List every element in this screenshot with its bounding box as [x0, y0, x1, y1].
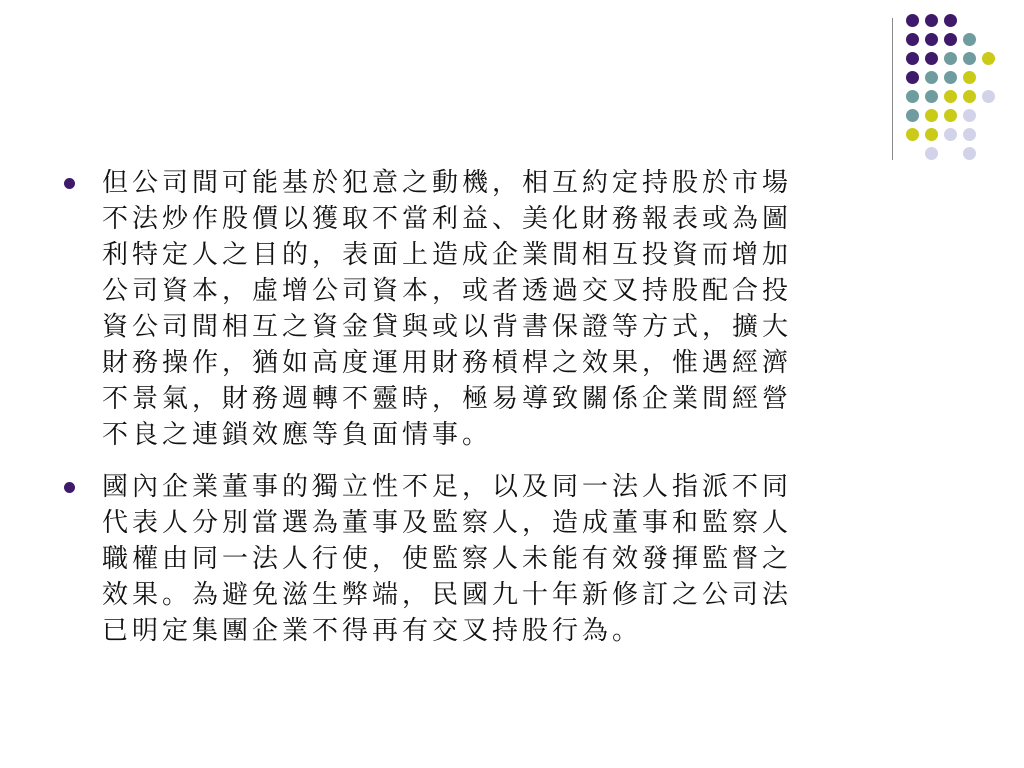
decorative-dot [925, 90, 938, 103]
decorative-dot [925, 109, 938, 122]
decorative-dot [906, 128, 919, 141]
decorative-dot [944, 109, 957, 122]
text-line: 但公司間可能基於犯意之動機，相互約定持股於市場 [102, 168, 793, 198]
text-line: 資公司間相互之資金貸與或以背書保證等方式，擴大 [102, 312, 793, 342]
text-line: 不良之連鎖效應等負面情事。 [102, 420, 493, 450]
decorative-dot [925, 52, 938, 65]
decorative-dot [925, 147, 938, 160]
decorative-dot [925, 71, 938, 84]
decorative-dot [982, 90, 995, 103]
decorative-dot [944, 71, 957, 84]
text-line: 不法炒作股價以獲取不當利益、美化財務報表或為圖 [102, 204, 793, 234]
decorative-dot [944, 128, 957, 141]
bullet-item [64, 165, 964, 453]
text-line: 利特定人之目的，表面上造成企業間相互投資而增加 [102, 240, 793, 270]
decorative-dot [944, 14, 957, 27]
decorative-dot [963, 52, 976, 65]
slide-body [64, 165, 964, 665]
decorative-dot [944, 52, 957, 65]
decorative-dot [925, 33, 938, 46]
bullet-item [64, 469, 964, 649]
text-line: 國內企業董事的獨立性不足，以及同一法人指派不同 [102, 472, 793, 502]
text-line: 不景氣，財務週轉不靈時，極易導致關係企業間經營 [102, 384, 793, 414]
text-line: 代表人分別當選為董事及監察人，造成董事和監察人 [102, 508, 793, 538]
decorative-dot [963, 109, 976, 122]
text-line: 財務操作，猶如高度運用財務槓桿之效果，惟遇經濟 [102, 348, 793, 378]
text-line: 效果。為避免滋生弊端，民國九十年新修訂之公司法 [102, 580, 793, 610]
decorative-dot [906, 33, 919, 46]
decorative-dot [925, 14, 938, 27]
decorative-dot [963, 71, 976, 84]
decorative-dot [963, 33, 976, 46]
bullet-dot-icon [64, 178, 75, 189]
bullet-text [102, 469, 964, 649]
vertical-divider [892, 18, 893, 160]
decorative-dot [982, 52, 995, 65]
decorative-dot [906, 71, 919, 84]
decorative-dot [944, 90, 957, 103]
decorative-dot [906, 14, 919, 27]
bullet-dot-icon [64, 482, 75, 493]
decorative-dot [963, 147, 976, 160]
decorative-dot [944, 33, 957, 46]
decorative-dot [963, 90, 976, 103]
text-line: 已明定集團企業不得再有交叉持股行為。 [102, 616, 643, 646]
text-line: 職權由同一法人行使，使監察人未能有效發揮監督之 [102, 544, 793, 574]
decorative-dot [963, 128, 976, 141]
decorative-dot [906, 90, 919, 103]
decorative-dot [906, 109, 919, 122]
text-line: 公司資本，虛增公司資本，或者透過交叉持股配合投 [102, 276, 793, 306]
bullet-text [102, 165, 964, 453]
decorative-dot [906, 52, 919, 65]
decorative-dot [925, 128, 938, 141]
